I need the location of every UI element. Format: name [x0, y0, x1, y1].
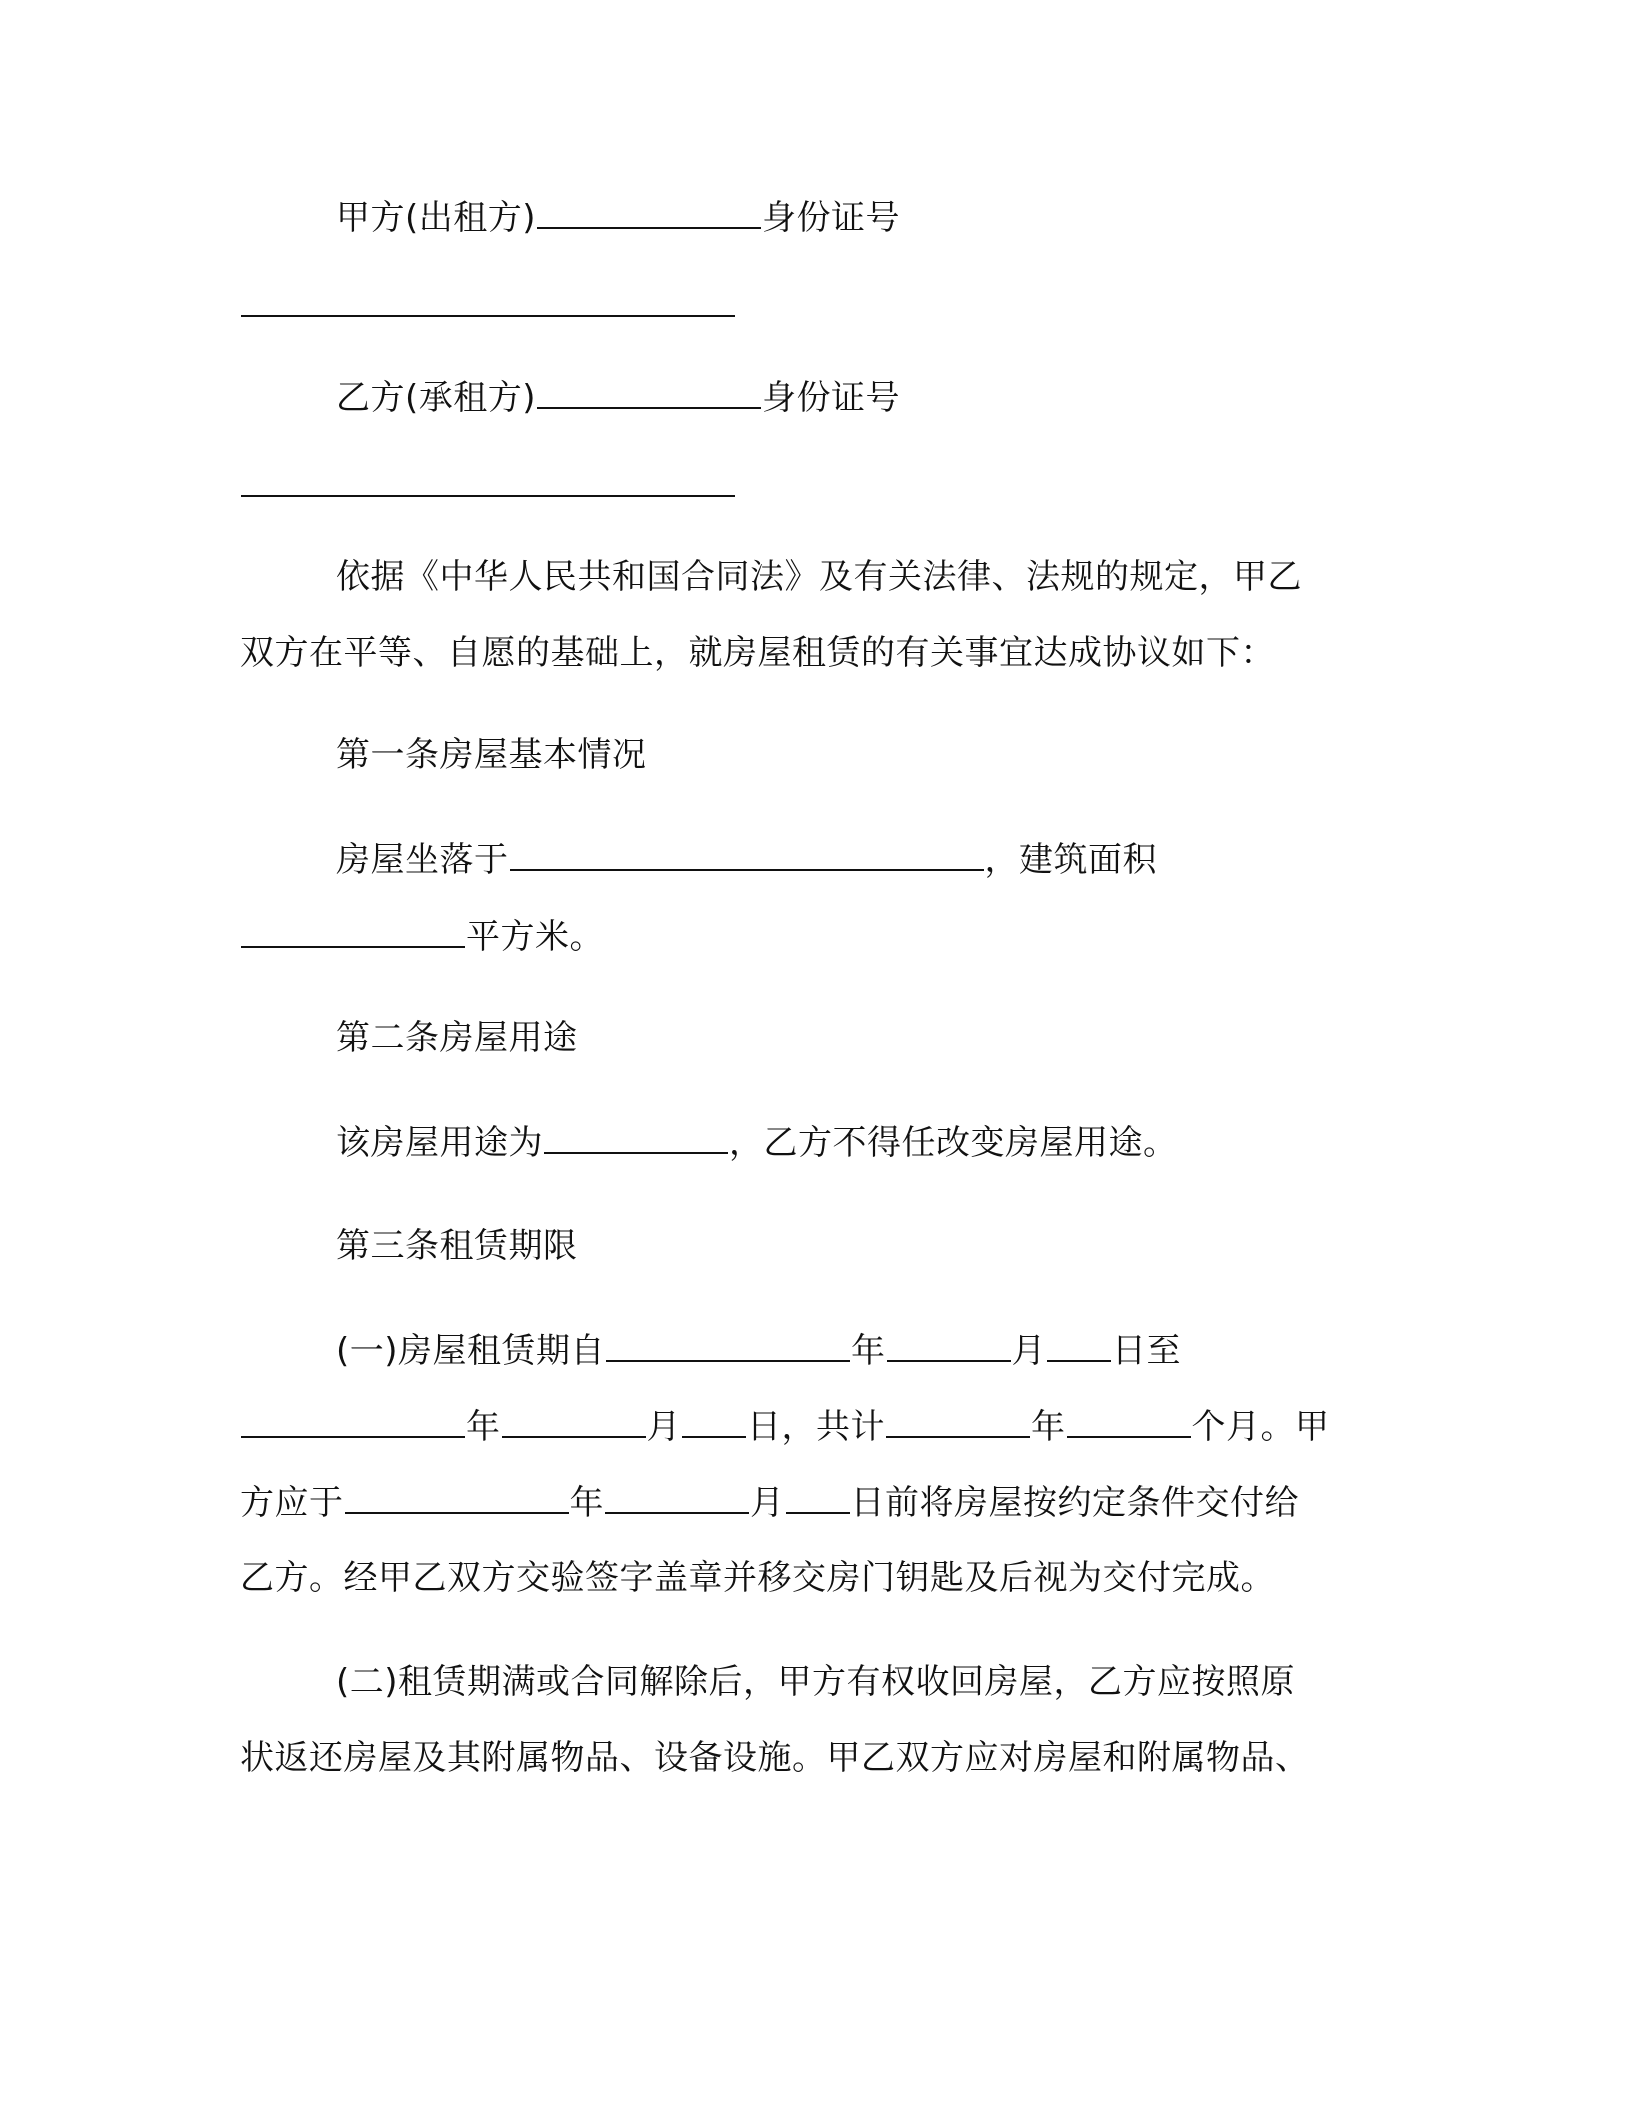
year-label: 年: [569, 1483, 604, 1523]
party-b-name-blank: [537, 377, 761, 409]
clause-1-line-2: [240, 1406, 1390, 1447]
year-label: 年: [1031, 1407, 1066, 1447]
area-label: ，建筑面积: [984, 840, 1157, 880]
party-b-id-blank: [241, 465, 735, 497]
party-a-id-label: 身份证号: [762, 198, 901, 238]
month-label: 月: [750, 1483, 785, 1523]
usage-label: 该房屋用途为: [336, 1123, 543, 1163]
clause-2-line-1: (二)租赁期满或合同解除后，甲方有权收回房屋，乙方应按照原: [336, 1662, 1296, 1702]
party-a-name-blank: [537, 197, 761, 229]
area-unit: 平方米。: [466, 917, 604, 957]
start-year-blank: [606, 1330, 850, 1362]
year-label: 年: [466, 1407, 501, 1447]
article-1-line-2: [240, 916, 1390, 957]
month-label: 月: [1011, 1331, 1047, 1371]
day-total-label: 日，共计: [747, 1407, 885, 1447]
end-day-blank: [682, 1406, 746, 1438]
usage-blank: [544, 1122, 728, 1154]
location-label: 房屋坐落于: [336, 840, 509, 880]
location-blank: [510, 839, 984, 871]
total-years-blank: [886, 1406, 1030, 1438]
start-month-blank: [887, 1330, 1011, 1362]
article-1-line-1: [240, 839, 1486, 880]
article-2-title: 第二条房屋用途: [336, 1018, 578, 1058]
deliver-month-blank: [605, 1482, 749, 1514]
months-label: 个月。甲: [1191, 1407, 1330, 1447]
clause-1-line-1: [240, 1330, 1486, 1371]
year-label: 年: [851, 1331, 886, 1371]
deliver-year-blank: [345, 1482, 569, 1514]
day-to-label: 日至: [1112, 1331, 1182, 1371]
party-a-line: [240, 197, 1486, 238]
party-b-id-line: [240, 465, 1390, 506]
party-a-label: 甲方(出租方): [336, 198, 537, 238]
clause-2-line-2: 状返还房屋及其附属物品、设备设施。甲乙双方应对房屋和附属物品、: [240, 1738, 1310, 1778]
clause-1-line-3: [240, 1482, 1390, 1523]
article-2-line: [240, 1122, 1486, 1163]
end-year-blank: [241, 1406, 465, 1438]
start-day-blank: [1047, 1330, 1111, 1362]
area-blank: [241, 916, 465, 948]
end-month-blank: [502, 1406, 646, 1438]
total-months-blank: [1067, 1406, 1191, 1438]
usage-restriction: ，乙方不得任改变房屋用途。: [729, 1123, 1178, 1163]
party-b-line: [240, 377, 1486, 418]
clause-1-line-4: 乙方。经甲乙双方交验签字盖章并移交房门钥匙及后视为交付完成。: [240, 1558, 1275, 1598]
deliver-label: 方应于: [240, 1483, 344, 1523]
party-a-id-blank: [241, 285, 735, 317]
party-b-label: 乙方(承租方): [336, 378, 537, 418]
month-label: 月: [646, 1407, 681, 1447]
preamble-line-1: 依据《中华人民共和国合同法》及有关法律、法规的规定，甲乙: [336, 557, 1302, 597]
article-3-title: 第三条租赁期限: [336, 1226, 578, 1266]
lease-start-label: (一)房屋租赁期自: [336, 1331, 606, 1371]
party-b-id-label: 身份证号: [762, 378, 901, 418]
preamble-line-2: 双方在平等、自愿的基础上，就房屋租赁的有关事宜达成协议如下：: [240, 633, 1275, 673]
party-a-id-line: [240, 285, 1390, 326]
article-1-title: 第一条房屋基本情况: [336, 735, 647, 775]
deliver-day-blank: [786, 1482, 850, 1514]
deliver-text: 日前将房屋按约定条件交付给: [850, 1483, 1299, 1523]
